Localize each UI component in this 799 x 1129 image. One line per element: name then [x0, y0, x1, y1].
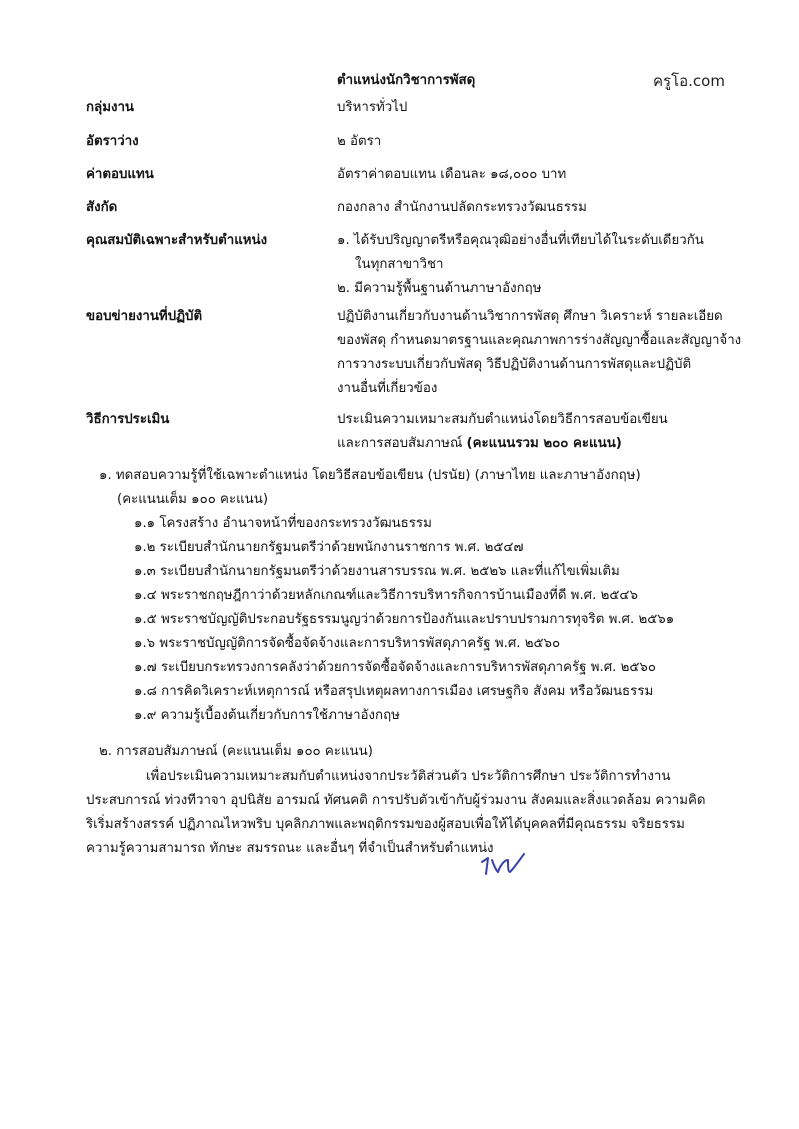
field-group-label: กลุ่มงาน: [86, 100, 135, 115]
section-interview-body: [86, 765, 746, 861]
list-item: ๑.๑ โครงสร้าง อำนาจหน้าที่ของกระทรวงวัฒนธรรม: [134, 516, 432, 531]
page-title: ตำแหน่งนักวิชาการพัสดุ: [337, 73, 476, 88]
signature-icon: [478, 848, 530, 880]
list-item: ๑.๙ ความรู้เบื้องต้นเกี่ยวกับการใช้ภาษาอังกฤษ: [134, 708, 400, 723]
watermark: ครูโอ.com: [653, 72, 725, 90]
scope-line: การวางระบบเกี่ยวกับพัสดุ วิธีปฏิบัติงานด้านการพัสดุและปฏิบัติ: [337, 357, 692, 372]
section-interview: [99, 740, 759, 764]
interview-line: ความรู้ความสามารถ ทักษะ สมรรถนะ และอื่นๆ ที่จำเป็นสำหรับตำแหน่ง: [86, 841, 494, 856]
section-written-test-score: (คะแนนเต็ม ๑๐๐ คะแนน): [117, 492, 269, 507]
list-item: ๑.๓ ระเบียบสำนักนายกรัฐมนตรีว่าด้วยงานสารบรรณ พ.ศ. ๒๕๒๖ และที่แก้ไขเพิ่มเติม: [134, 564, 620, 579]
list-item: ๑.๗ ระเบียบกระทรวงการคลังว่าด้วยการจัดซื้อจัดจ้างและการบริหารพัสดุภาครัฐ พ.ศ. ๒๕๖๐: [134, 660, 656, 675]
scope-line: ของพัสดุ กำหนดมาตรฐานและคุณภาพการร่างสัญญาซื้อและสัญญาจ้าง: [337, 333, 742, 348]
field-salary-label: ค่าตอบแทน: [86, 167, 154, 182]
field-vacancy-label: อัตราว่าง: [86, 134, 139, 149]
list-item: ๑.๒ ระเบียบสำนักนายกรัฐมนตรีว่าด้วยพนักงานราชการ พ.ศ. ๒๕๔๗: [134, 540, 524, 555]
field-assessment-value: [337, 408, 767, 456]
field-qualifications-label: คุณสมบัติเฉพาะสำหรับตำแหน่ง: [86, 233, 268, 248]
field-group-value: บริหารทั่วไป: [337, 100, 408, 115]
qualification-line: ๒. มีความรู้พื้นฐานด้านภาษาอังกฤษ: [337, 281, 542, 296]
field-salary-value: อัตราค่าตอบแทน เดือนละ ๑๘,๐๐๐ บาท: [337, 167, 567, 182]
scope-line: งานอื่นที่เกี่ยวข้อง: [337, 381, 438, 396]
section-written-test-heading: ๑. ทดสอบความรู้ที่ใช้เฉพาะตำแหน่ง โดยวิธีสอบข้อเขียน (ปรนัย) (ภาษาไทย และภาษาอังกฤษ): [99, 468, 641, 483]
field-qualifications-value: [337, 229, 767, 301]
scope-line: ปฏิบัติงานเกี่ยวกับงานด้านวิชาการพัสดุ ศึกษา วิเคราะห์ รายละเอียด: [337, 309, 723, 324]
section-interview-heading: ๒. การสอบสัมภาษณ์ (คะแนนเต็ม ๑๐๐ คะแนน): [99, 744, 373, 759]
interview-line: ประสบการณ์ ท่วงทีวาจา อุปนิสัย อารมณ์ ทัศนคติ การปรับตัวเข้ากับผู้ร่วมงาน สังคมและสิ่งแวดล้อม ความคิด: [86, 793, 706, 808]
list-item: ๑.๔ พระราชกฤษฎีกาว่าด้วยหลักเกณฑ์และวิธีการบริหารกิจการบ้านเมืองที่ดี พ.ศ. ๒๕๔๖: [134, 588, 638, 603]
assessment-total-score: (คะแนนรวม ๒๐๐ คะแนน): [466, 436, 622, 451]
field-scope-label: ขอบข่ายงานที่ปฏิบัติ: [86, 309, 203, 324]
interview-line: เพื่อประเมินความเหมาะสมกับตำแหน่งจากประวัติส่วนตัว ประวัติการศึกษา ประวัติการทำงาน: [146, 769, 671, 784]
field-affiliation-value: กองกลาง สำนักงานปลัดกระทรวงวัฒนธรรม: [337, 200, 587, 215]
list-item: ๑.๖ พระราชบัญญัติการจัดซื้อจัดจ้างและการบริหารพัสดุภาครัฐ พ.ศ. ๒๕๖๐: [134, 636, 561, 651]
interview-line: ริเริ่มสร้างสรรค์ ปฏิภาณไหวพริบ บุคลิกภาพและพฤติกรรมของผู้สอบเพื่อให้ได้บุคคลที่มีคุณธรรม จริยธรรม: [86, 817, 685, 832]
list-item: ๑.๘ การคิดวิเคราะห์เหตุการณ์ หรือสรุปเหตุผลทางการเมือง เศรษฐกิจ สังคม หรือวัฒนธรรม: [134, 684, 654, 699]
qualification-line: ๑. ได้รับปริญญาตรีหรือคุณวุฒิอย่างอื่นที่เทียบได้ในระดับเดียวกัน: [337, 233, 704, 248]
field-affiliation-label: สังกัด: [86, 200, 118, 215]
assessment-line: [337, 432, 767, 456]
field-vacancy-value: ๒ อัตรา: [337, 134, 382, 149]
list-item: ๑.๕ พระราชบัญญัติประกอบรัฐธรรมนูญว่าด้วยการป้องกันและปราบปรามการทุจริต พ.ศ. ๒๕๖๑: [134, 612, 675, 627]
qualification-line: ในทุกสาขาวิชา: [355, 257, 444, 272]
field-assessment-label: วิธีการประเมิน: [86, 412, 170, 427]
field-scope-value: [337, 305, 767, 401]
assessment-line: ประเมินความเหมาะสมกับตำแหน่งโดยวิธีการสอบข้อเขียน: [337, 412, 668, 427]
assessment-line2-text: และการสอบสัมภาษณ์: [337, 436, 463, 451]
section-written-test: [99, 464, 759, 728]
